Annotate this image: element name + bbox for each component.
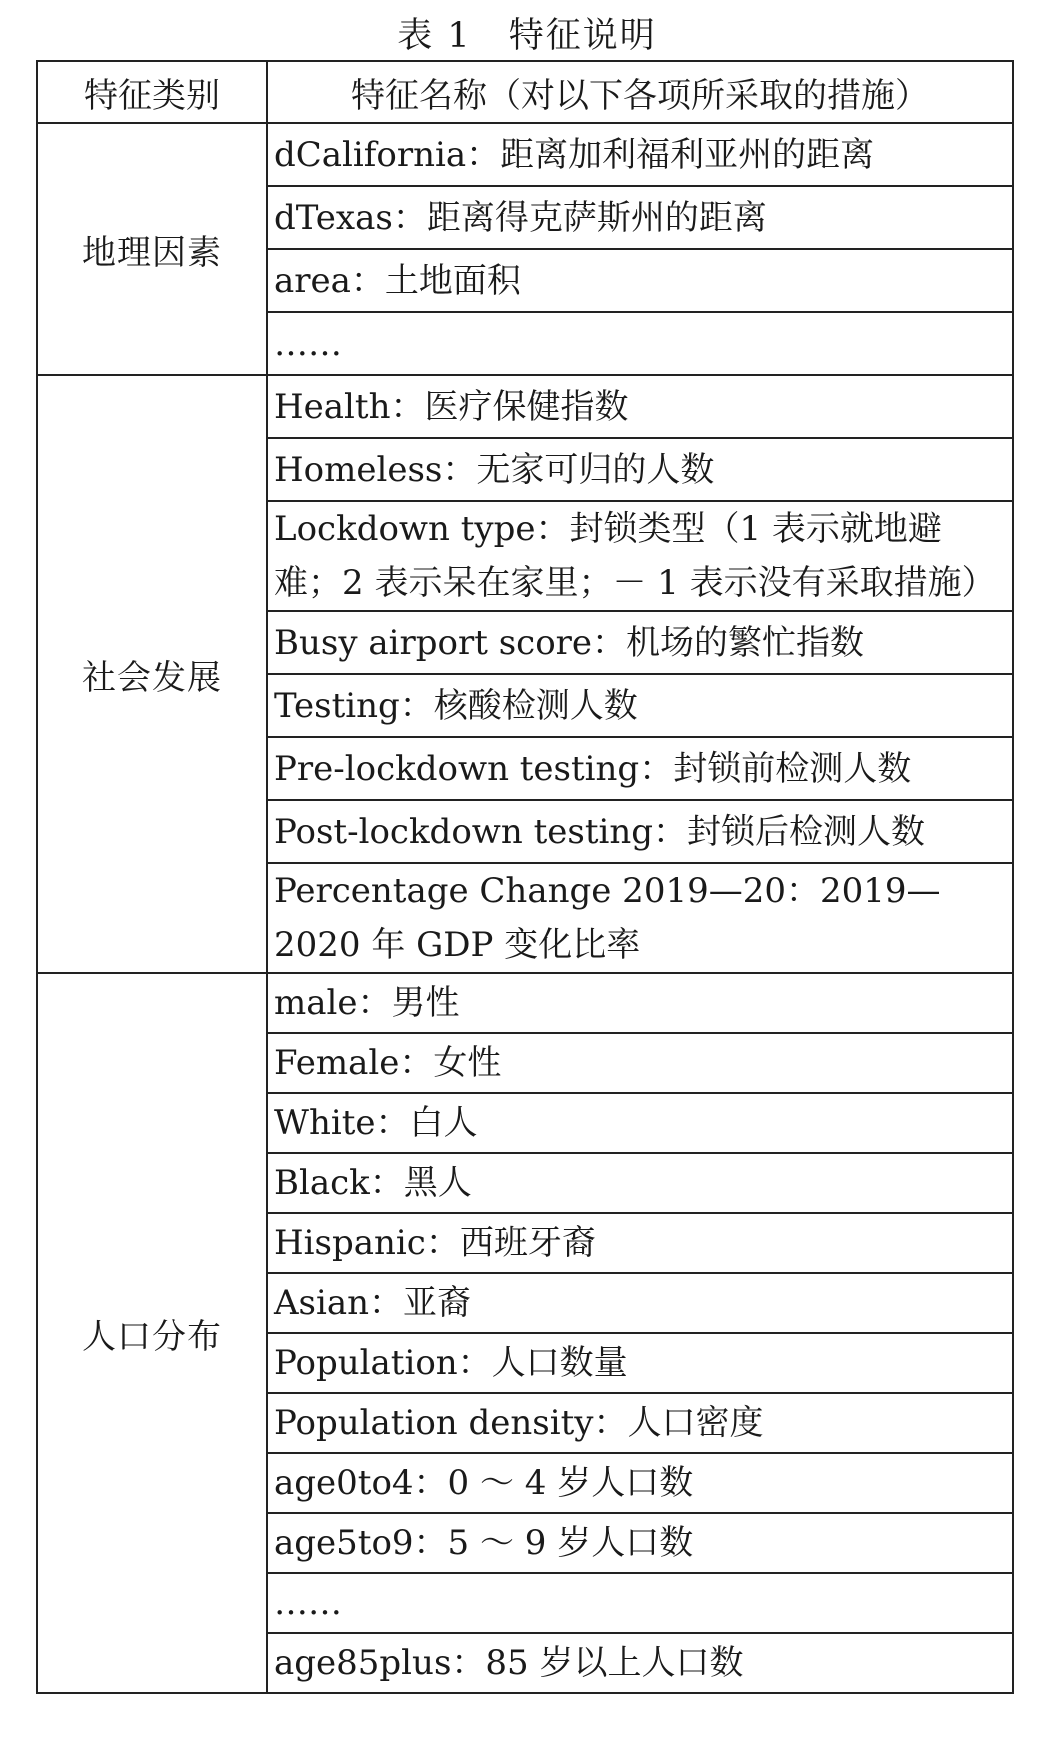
feature-cell: White：白人	[267, 1093, 1013, 1153]
feature-cell: age5to9：5 ～ 9 岁人口数	[267, 1513, 1013, 1573]
feature-cell: Asian：亚裔	[267, 1273, 1013, 1333]
feature-cell: age85plus：85 岁以上人口数	[267, 1633, 1013, 1693]
feature-cell: Homeless：无家可归的人数	[267, 438, 1013, 501]
feature-table	[36, 60, 1014, 1694]
header-category: 特征类别	[37, 61, 267, 123]
feature-cell: Black：黑人	[267, 1153, 1013, 1213]
feature-cell: dTexas：距离得克萨斯州的距离	[267, 186, 1013, 249]
feature-cell: age0to4：0 ～ 4 岁人口数	[267, 1453, 1013, 1513]
feature-cell: Population：人口数量	[267, 1333, 1013, 1393]
category-social-development: 社会发展	[37, 375, 267, 973]
feature-cell: Lockdown type：封锁类型（1 表示就地避难；2 表示呆在家里；－ 1 表示没有采取措施）	[267, 501, 1013, 611]
feature-cell: Post-lockdown testing：封锁后检测人数	[267, 800, 1013, 863]
feature-cell: Female：女性	[267, 1033, 1013, 1093]
feature-cell: Busy airport score：机场的繁忙指数	[267, 611, 1013, 674]
feature-cell: ……	[267, 1573, 1013, 1633]
category-geography: 地理因素	[37, 123, 267, 375]
table-row	[37, 123, 1013, 186]
table-row	[37, 375, 1013, 438]
header-feature-name: 特征名称（对以下各项所采取的措施）	[267, 61, 1013, 123]
feature-cell: area：土地面积	[267, 249, 1013, 312]
feature-cell: male：男性	[267, 973, 1013, 1033]
table-row	[37, 973, 1013, 1033]
feature-cell: Hispanic：西班牙裔	[267, 1213, 1013, 1273]
feature-cell: Health：医疗保健指数	[267, 375, 1013, 438]
feature-cell: ……	[267, 312, 1013, 375]
feature-cell: Pre-lockdown testing：封锁前检测人数	[267, 737, 1013, 800]
feature-cell: Percentage Change 2019—20：2019—2020 年 GDP 变化比率	[267, 863, 1013, 973]
table-caption: 表 1 特征说明	[397, 16, 657, 56]
header-row	[37, 61, 1013, 123]
category-population: 人口分布	[37, 973, 267, 1693]
feature-cell: dCalifornia：距离加利福利亚州的距离	[267, 123, 1013, 186]
feature-cell: Population density：人口密度	[267, 1393, 1013, 1453]
feature-cell: Testing：核酸检测人数	[267, 674, 1013, 737]
